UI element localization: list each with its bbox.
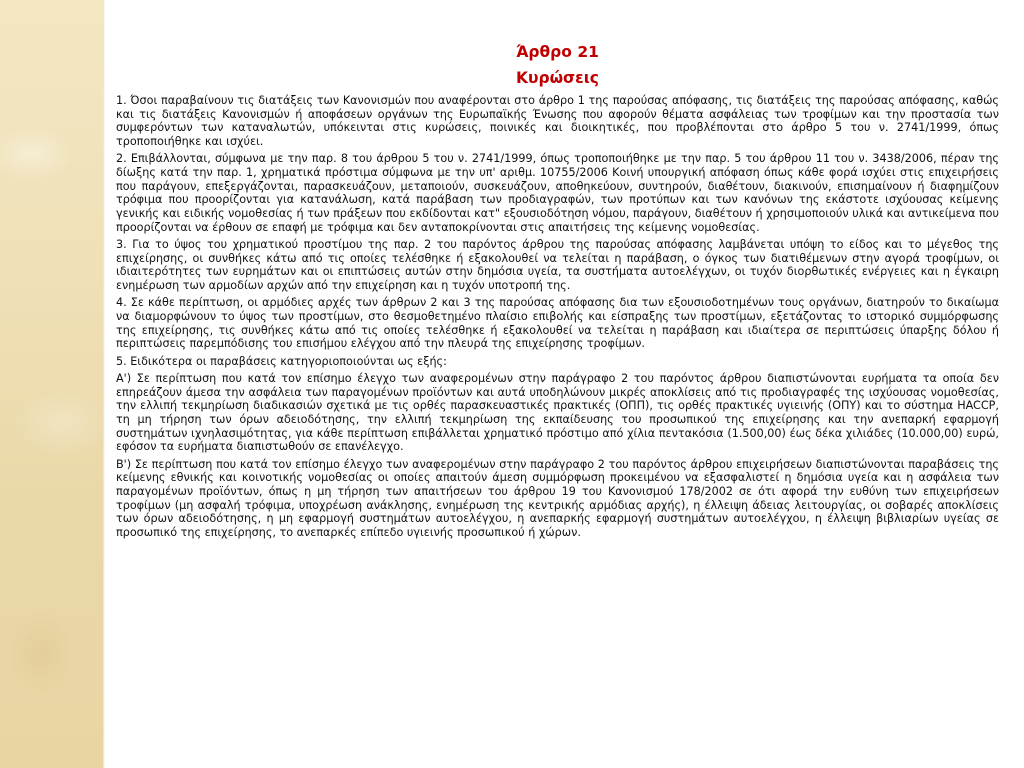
side-band-edge xyxy=(103,0,105,768)
paragraph-5: 5. Ειδικότερα οι παραβάσεις κατηγοριοποιούνται ως εξής: xyxy=(116,354,447,368)
article-content xyxy=(116,40,999,543)
article-subtitle: Κυρώσεις xyxy=(516,69,599,87)
paragraph-1: 1. Όσοι παραβαίνουν τις διατάξεις των Κανονισμών που αναφέρονται στο άρθρο 1 της παρούσας απόφασης, τις διατάξεις της παρούσας απόφασης, καθώς και τις διατάξεις Κανονισμών ή αποφάσεων οργάνων της Ευρωπαϊκής Ένωσης που αφορούν θέματα ασφάλειας των τροφίμων και την προστασία των συμφερόντων των καταναλωτών, υπόκεινται στις κυρώσεις, ποινικές και διοικητικές, που προβλέπονται στο άρθρο 5 του ν. 2741/1999, όπως τροποποιήθηκε και ισχύει. xyxy=(116,94,999,149)
paragraph-5b: Β') Σε περίπτωση που κατά τον επίσημο έλεγχο των αναφερομένων στην παράγραφο 2 του παρόντος άρθρου επιχειρήσεων διαπιστώνονται παραβάσεις της κείμενης εθνικής και κοινοτικής νομοθεσίας οι οποίες απαιτούν άμεση συμμόρφωση προκειμένου να εξασφαλιστεί η δημόσια υγεία και η ασφάλεια των παραγομένων προϊόντων, όπως η μη τήρηση των απαιτήσεων του άρθρου 19 του Κανονισμού 178/2002 σε ότι αφορά την ευθύνη των επιχειρήσεων τροφίμων (μη ασφαλή τρόφιμα, υποχρέωση ανάκλησης, ενημέρωση της κεντρικής αρμόδιας αρχής), η έλλειψη άδειας λειτουργίας, οι σοβαρές αποκλίσεις των όρων αδειοδότησης, η μη εφαρμογή συστημάτων αυτοελέγχου, η ανεπαρκής εφαρμογή συστημάτων αυτοελέγχου, η έλλειψη βιβλιαρίων υγείας σε προσωπικό της επιχείρησης, το ανεπαρκές επίπεδο υγιεινής προσωπικού ή χώρων. xyxy=(116,457,999,540)
article-title: Άρθρο 21 xyxy=(516,43,599,61)
paragraph-5a: Α') Σε περίπτωση που κατά τον επίσημο έλεγχο των αναφερομένων στην παράγραφο 2 του παρόντος άρθρου διαπιστώνονται ευρήματα τα οποία δεν επηρεάζουν άμεσα την ασφάλεια των παραγομένων προϊόντων και αυτά υποδηλώνουν μικρές αποκλίσεις από τις προδιαγραφές της ισχύουσας νομοθεσίας, την ελλιπή τεκμηρίωση διαδικασιών σχετικά με τις ορθές παρασκευαστικές πρακτικές (ΟΠΠ), τις ορθές πρακτικές υγιεινής (ΟΠΥ) και το σύστημα HACCP, τη μη τήρηση των όρων αδειοδότησης, την ελλιπή τεκμηρίωση της εκπαίδευσης του προσωπικού της επιχείρησης και την ανεπαρκή εφαρμογή συστημάτων ιχνηλασιμότητας, για κάθε περίπτωση επιβάλλεται χρηματικό πρόστιμο από χίλια πεντακόσια (1.500,00) έως δέκα χιλιάδες (10.000,00) ευρώ, εφόσον τα ευρήματα διαπιστωθούν σε επανέλεγχο. xyxy=(116,371,999,454)
paragraph-2: 2. Επιβάλλονται, σύμφωνα με την παρ. 8 του άρθρου 5 του ν. 2741/1999, όπως τροποποιήθηκε με την παρ. 5 του άρθρου 11 του ν. 3438/2006, πέραν της δίωξης κατά την παρ. 1, χρηματικά πρόστιμα σύμφωνα με την υπ' αριθμ. 10755/2006 Κοινή υπουργική απόφαση όπως κάθε φορά ισχύει στις επιχειρήσεις που παράγουν, επεξεργάζονται, παρασκευάζουν, μεταποιούν, συσκευάζουν, αποθηκεύουν, συντηρούν, διαθέτουν, διακινούν, επισημαίνουν ή διαφημίζουν τρόφιμα που προορίζονται για κατανάλωση, κατά παράβαση των προδιαγραφών, των προτύπων και των κανόνων της εκάστοτε ισχύουσας κείμενης γενικής και ειδικής νομοθεσίας ή των πράξεων που εκδίδονται κατ" εξουσιοδότηση νόμου, παράγουν, διαθέτουν ή χρησιμοποιούν υλικά και αντικείμενα που προορίζονται να έρθουν σε επαφή με τρόφιμα και δεν ανταποκρίνονται στις απαιτήσεις της κείμενης νομοθεσίας. xyxy=(116,152,999,234)
paragraph-4: 4. Σε κάθε περίπτωση, οι αρμόδιες αρχές των άρθρων 2 και 3 της παρούσας απόφασης δια των εξουσιοδοτημένων τους οργάνων, διατηρούν το δικαίωμα να διαμορφώνουν το ύψος των προστίμων, στο θεσμοθετημένο πλαίσιο επιβολής και είσπραξης των προστίμων, εξετάζοντας το ιστορικό συμμόρφωσης της επιχείρησης, τις συνθήκες κάτω από τις οποίες τελέσθηκε ή εξακολουθεί να τελείται η παράβαση και ιδιαίτερα σε περιπτώσεις ύπαρξης δόλου ή περιπτώσεις παρεμπόδισης του επισήμου ελέγχου από την πλευρά της επιχείρησης τροφίμων. xyxy=(116,296,999,351)
decorative-side-band xyxy=(0,0,103,768)
paragraph-3: 3. Για το ύψος του χρηματικού προστίμου της παρ. 2 του παρόντος άρθρου της παρούσας απόφασης λαμβάνεται υπόψη το είδος και το μέγεθος της επιχείρησης, οι συνθήκες κάτω από τις οποίες τελέσθηκε ή εξακολουθεί να τελείται η παράβαση, ο όγκος των διατιθέμενων στην αγορά τροφίμων, οι ιδιαιτερότητες των ευρημάτων και οι επιπτώσεις αυτών στην δημόσια υγεία, τα συστήματα αυτοελέγχων, οι τυχόν διορθωτικές ενέργειες και η έγκαιρη ενημέρωση των αρμοδίων αρχών από την επιχείρηση και η τυχόν υποτροπή της. xyxy=(116,238,999,293)
